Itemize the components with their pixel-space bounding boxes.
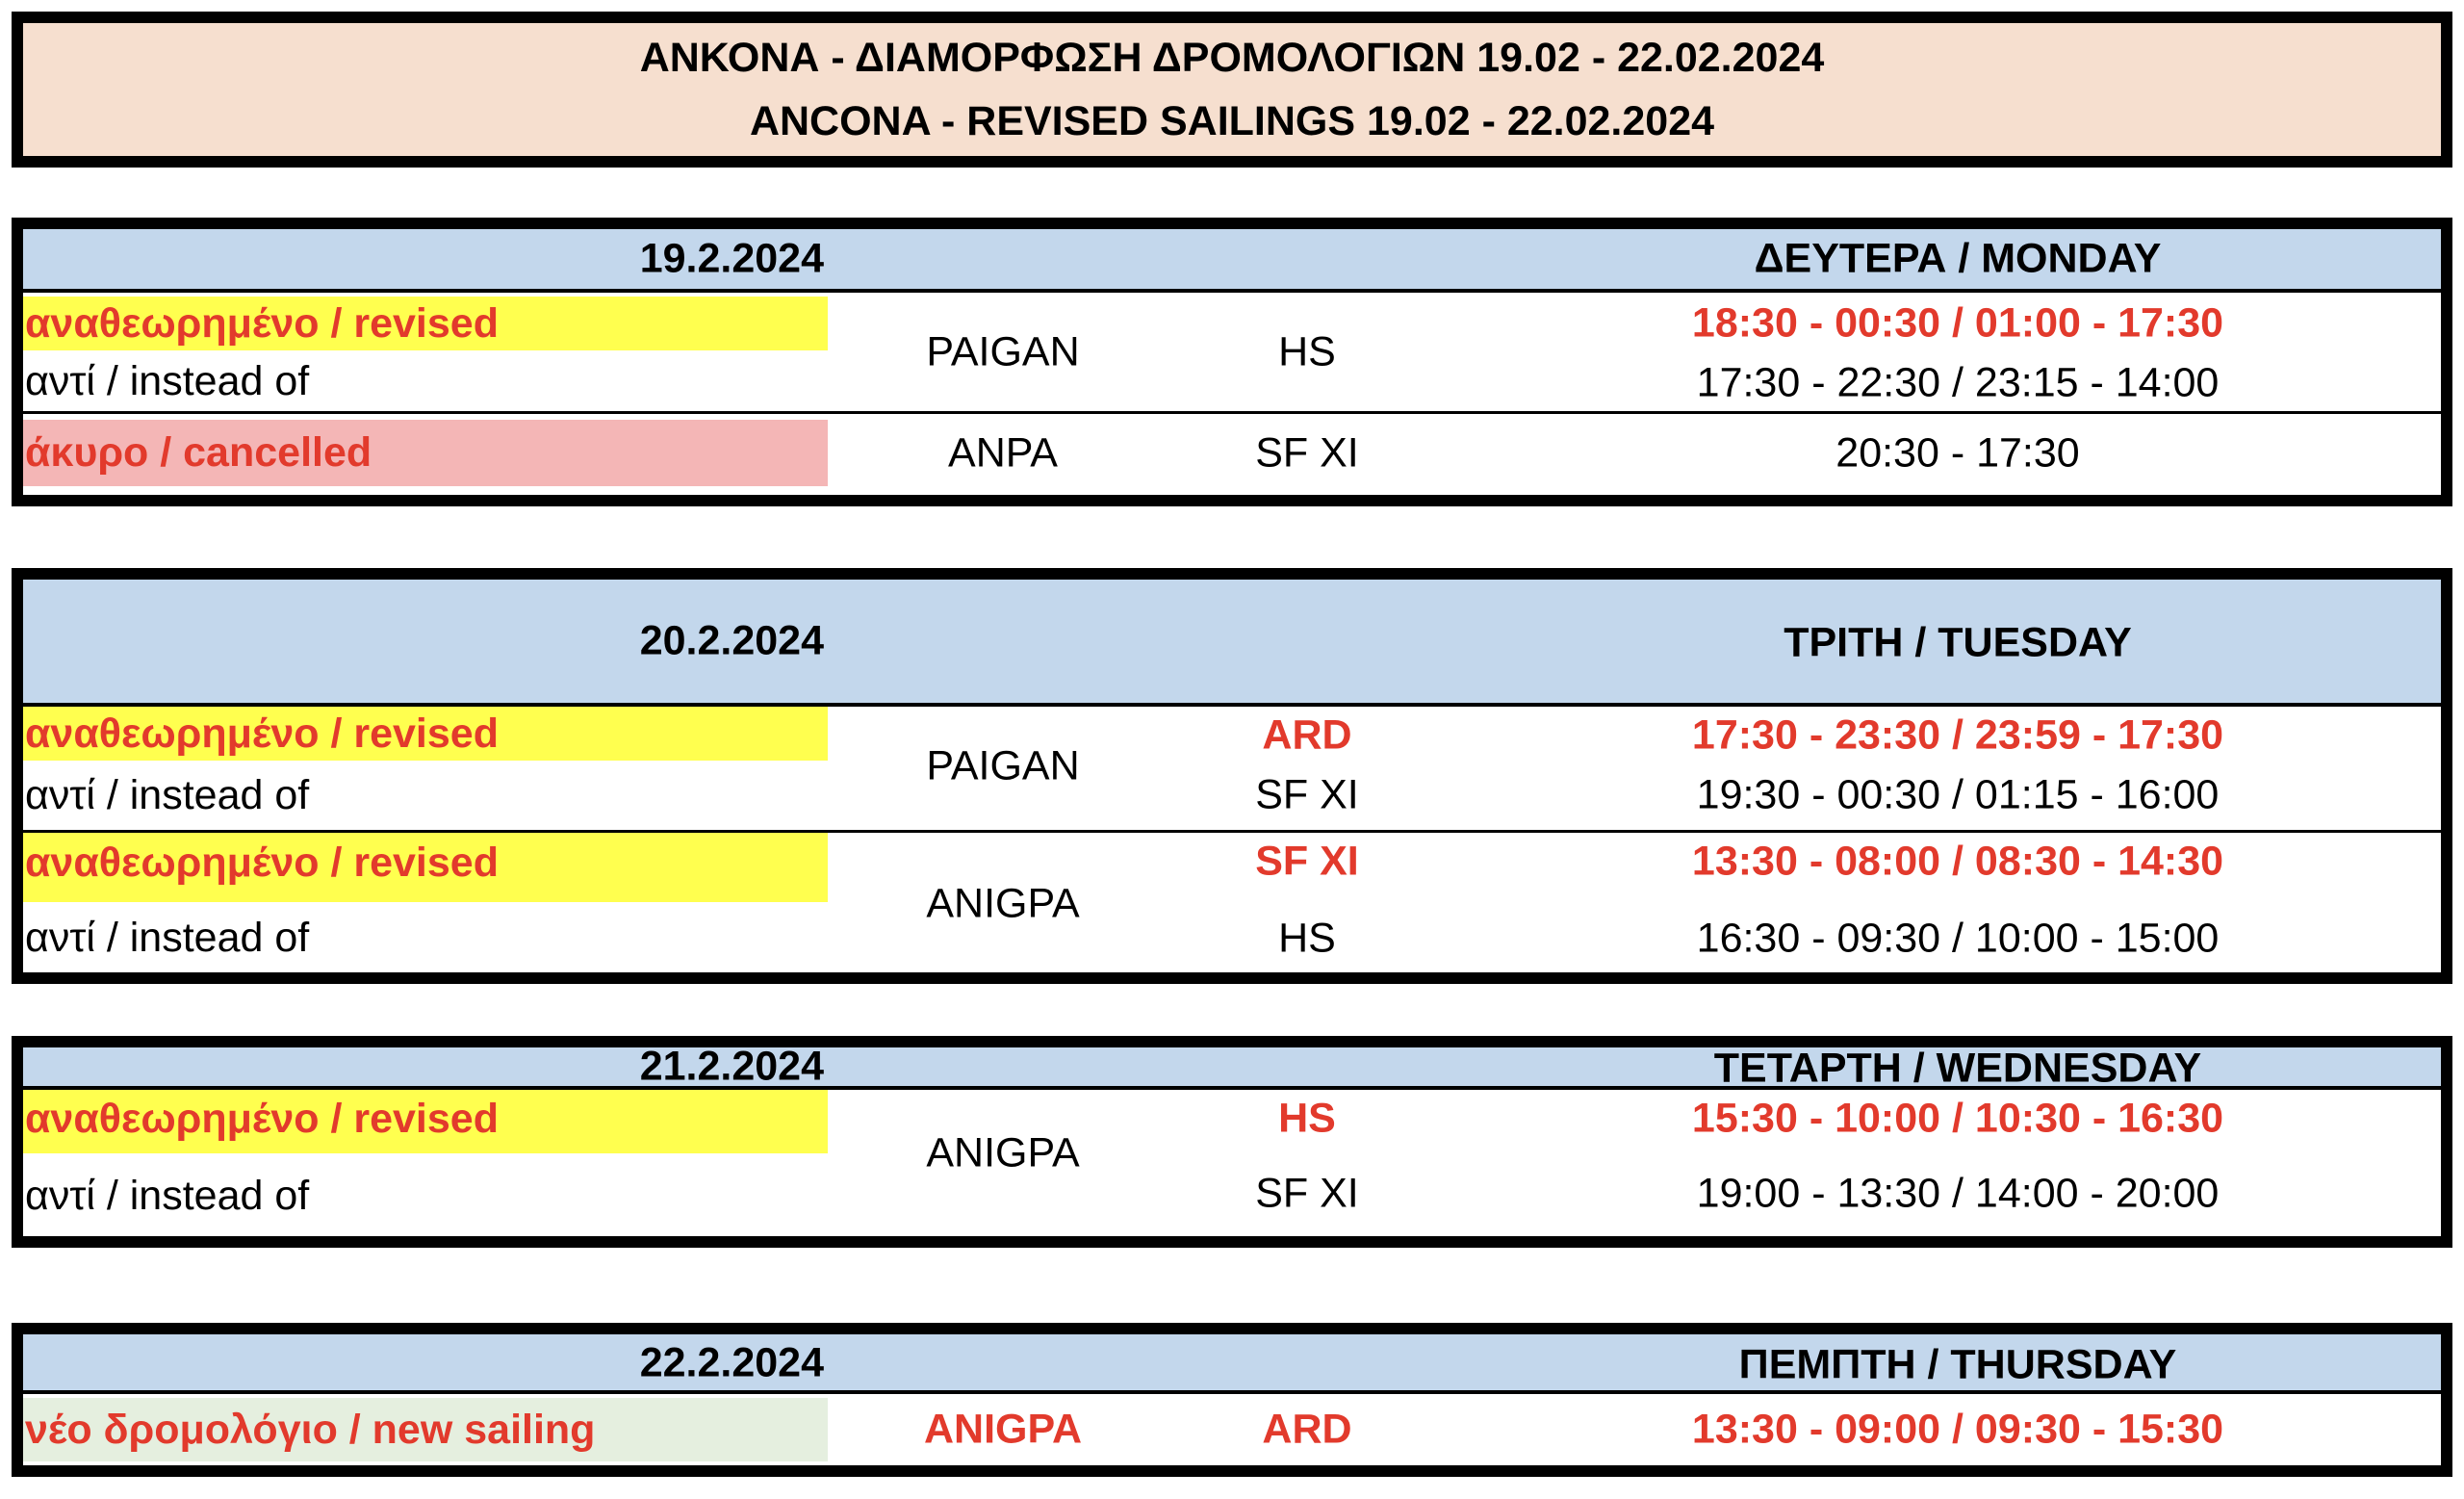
instead-of-label: αντί / instead of <box>25 358 310 404</box>
revised-times: 17:30 - 23:30 / 23:59 - 17:30 <box>1691 711 2224 759</box>
title-english: ANCONA - REVISED SAILINGS 19.02 - 22.02.2024 <box>749 98 1715 144</box>
day-name: ΤΕΤΑΡΤΗ / WEDNESDAY <box>1713 1045 2202 1092</box>
sailing-row-revised <box>23 833 2441 972</box>
original-ship: SF XI <box>1255 1170 1359 1217</box>
times: 20:30 - 17:30 <box>1835 429 2080 477</box>
original-ship: SF XI <box>1255 771 1359 818</box>
route: ANIGPA <box>923 1406 1083 1453</box>
title-greek: ΑΝΚΟΝΑ - ΔΙΑΜΟΡΦΩΣΗ ΔΡΟΜΟΛΟΓΙΩΝ 19.02 - 22.02.2024 <box>639 35 1825 81</box>
route: ANPA <box>948 429 1058 477</box>
day-date: 22.2.2024 <box>639 1339 824 1386</box>
revised-times: 15:30 - 10:00 / 10:30 - 16:30 <box>1691 1095 2224 1142</box>
day-date: 19.2.2024 <box>639 235 824 282</box>
ship: SF XI <box>1255 429 1359 477</box>
day-date: 20.2.2024 <box>639 617 824 664</box>
route: PAIGAN <box>926 742 1080 789</box>
ship: ARD <box>1262 1406 1352 1453</box>
instead-of-label: αντί / instead of <box>25 915 310 961</box>
original-times: 17:30 - 22:30 / 23:15 - 14:00 <box>1696 359 2220 406</box>
page-title-box <box>12 12 2452 168</box>
route: ANIGPA <box>926 880 1080 927</box>
original-times: 19:30 - 00:30 / 01:15 - 16:00 <box>1696 771 2220 818</box>
day-table-wednesday <box>12 1036 2452 1248</box>
day-name: ΠΕΜΠΤΗ / THURSDAY <box>1738 1341 2177 1388</box>
revised-times: 13:30 - 08:00 / 08:30 - 14:30 <box>1691 838 2224 885</box>
cancelled-label: άκυρο / cancelled <box>23 420 828 486</box>
sailing-row-revised <box>23 293 2441 414</box>
day-name: ΤΡΙΤΗ / TUESDAY <box>1784 619 2132 666</box>
revised-ship: HS <box>1278 1095 1336 1142</box>
revised-ship: SF XI <box>1255 838 1359 885</box>
day-header <box>23 229 2441 293</box>
route: PAIGAN <box>926 328 1080 375</box>
day-header <box>23 1043 2441 1092</box>
day-header <box>23 580 2441 707</box>
instead-of-label: αντί / instead of <box>25 1173 310 1219</box>
sailing-row-revised <box>23 707 2441 833</box>
route: ANIGPA <box>926 1129 1080 1176</box>
sailing-row-revised <box>23 1090 2441 1236</box>
original-times: 16:30 - 09:30 / 10:00 - 15:00 <box>1696 915 2220 962</box>
sailing-row-cancelled <box>23 414 2441 492</box>
revised-label: αναθεωρημένο / revised <box>23 833 828 902</box>
sailing-row-new <box>23 1394 2441 1465</box>
times: 13:30 - 09:00 / 09:30 - 15:30 <box>1691 1406 2224 1453</box>
day-table-monday <box>12 218 2452 506</box>
original-times: 19:00 - 13:30 / 14:00 - 20:00 <box>1696 1170 2220 1217</box>
revised-label: αναθεωρημένο / revised <box>23 707 828 761</box>
day-header <box>23 1334 2441 1394</box>
ship: HS <box>1278 328 1336 375</box>
instead-of-label: αντί / instead of <box>25 772 310 818</box>
revised-label: αναθεωρημένο / revised <box>23 1090 828 1153</box>
day-name: ΔΕΥΤΕΡΑ / MONDAY <box>1754 235 2162 282</box>
revised-ship: ARD <box>1262 711 1352 759</box>
day-table-thursday <box>12 1323 2452 1477</box>
revised-times: 18:30 - 00:30 / 01:00 - 17:30 <box>1691 299 2224 347</box>
original-ship: HS <box>1278 915 1336 962</box>
day-date: 21.2.2024 <box>639 1043 824 1090</box>
day-table-tuesday <box>12 568 2452 984</box>
new-sailing-label: νέο δρομολόγιο / new sailing <box>23 1398 828 1461</box>
revised-label: αναθεωρημένο / revised <box>23 297 828 350</box>
